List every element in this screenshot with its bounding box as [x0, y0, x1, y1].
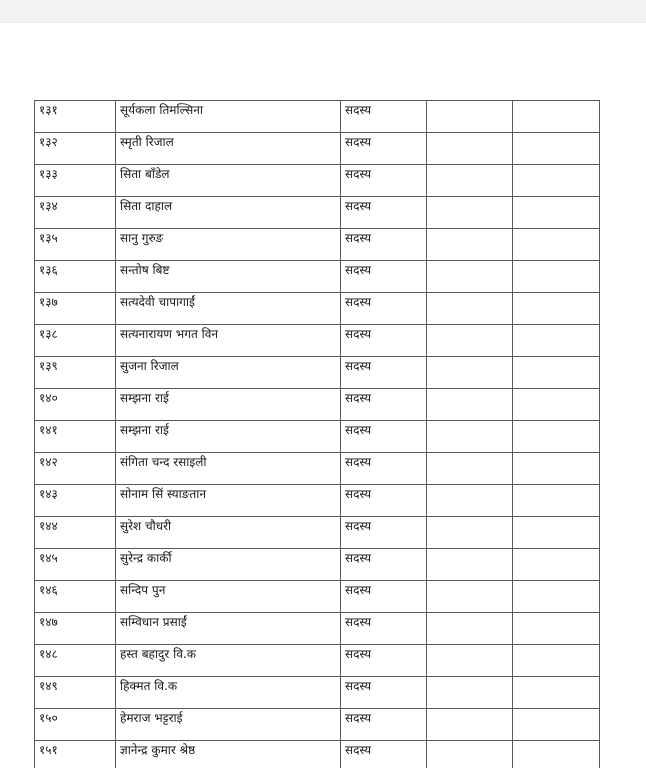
table-row [35, 133, 600, 165]
member-role-cell: सदस्य [341, 421, 427, 453]
empty-cell-1 [427, 421, 513, 453]
member-role-cell: सदस्य [341, 517, 427, 549]
member-name-cell: सम्झना राई [116, 421, 341, 453]
serial-number-cell: १४९ [35, 677, 116, 709]
member-name-cell: संगिता चन्द रसाइली [116, 453, 341, 485]
member-name-cell: सुजना रिजाल [116, 357, 341, 389]
member-name-cell: हस्त बहादुर वि.क [116, 645, 341, 677]
member-name-cell: सूर्यकला तिमल्सिना [116, 101, 341, 133]
empty-cell-1 [427, 357, 513, 389]
member-role-cell: सदस्य [341, 133, 427, 165]
empty-cell-2 [513, 389, 600, 421]
table-row [35, 357, 600, 389]
table-row [35, 197, 600, 229]
table-row [35, 517, 600, 549]
empty-cell-1 [427, 453, 513, 485]
empty-cell-2 [513, 165, 600, 197]
serial-number-cell: १४२ [35, 453, 116, 485]
empty-cell-1 [427, 133, 513, 165]
serial-number-cell: १३१ [35, 101, 116, 133]
empty-cell-1 [427, 165, 513, 197]
table-row [35, 101, 600, 133]
member-role-cell: सदस्य [341, 549, 427, 581]
serial-number-cell: १४७ [35, 613, 116, 645]
member-role-cell: सदस्य [341, 389, 427, 421]
serial-number-cell: १३६ [35, 261, 116, 293]
member-table-body [35, 101, 600, 768]
serial-number-cell: १४१ [35, 421, 116, 453]
table-row [35, 261, 600, 293]
member-name-cell: सम्विधान प्रसाईं [116, 613, 341, 645]
table-row [35, 709, 600, 741]
member-role-cell: सदस्य [341, 485, 427, 517]
serial-number-cell: १४० [35, 389, 116, 421]
empty-cell-2 [513, 741, 600, 768]
empty-cell-2 [513, 645, 600, 677]
table-row [35, 389, 600, 421]
member-name-cell: सिता दाहाल [116, 197, 341, 229]
member-role-cell: सदस्य [341, 325, 427, 357]
member-role-cell: सदस्य [341, 197, 427, 229]
empty-cell-2 [513, 549, 600, 581]
empty-cell-1 [427, 549, 513, 581]
empty-cell-1 [427, 293, 513, 325]
table-row [35, 453, 600, 485]
member-name-cell: सत्यदेवी चापागाईं [116, 293, 341, 325]
member-role-cell: सदस्य [341, 645, 427, 677]
empty-cell-1 [427, 261, 513, 293]
member-name-cell: सोनाम सिं स्याङतान [116, 485, 341, 517]
serial-number-cell: १३७ [35, 293, 116, 325]
table-row [35, 293, 600, 325]
member-name-cell: स्मृती रिजाल [116, 133, 341, 165]
table-row [35, 229, 600, 261]
empty-cell-2 [513, 613, 600, 645]
member-name-cell: सुरेश चौधरी [116, 517, 341, 549]
table-row [35, 325, 600, 357]
serial-number-cell: १५० [35, 709, 116, 741]
empty-cell-2 [513, 453, 600, 485]
serial-number-cell: १४५ [35, 549, 116, 581]
empty-cell-2 [513, 133, 600, 165]
empty-cell-1 [427, 709, 513, 741]
member-table [34, 100, 600, 768]
member-role-cell: सदस्य [341, 453, 427, 485]
empty-cell-2 [513, 229, 600, 261]
empty-cell-1 [427, 325, 513, 357]
empty-cell-2 [513, 485, 600, 517]
serial-number-cell: १५१ [35, 741, 116, 768]
member-role-cell: सदस्य [341, 613, 427, 645]
member-role-cell: सदस्य [341, 229, 427, 261]
empty-cell-1 [427, 197, 513, 229]
empty-cell-2 [513, 261, 600, 293]
member-name-cell: सत्यनारायण भगत विन [116, 325, 341, 357]
table-row [35, 421, 600, 453]
empty-cell-1 [427, 613, 513, 645]
serial-number-cell: १४३ [35, 485, 116, 517]
table-row [35, 549, 600, 581]
member-name-cell: ज्ञानेन्द्र कुमार श्रेष्ठ [116, 741, 341, 768]
empty-cell-2 [513, 517, 600, 549]
serial-number-cell: १४६ [35, 581, 116, 613]
table-row [35, 677, 600, 709]
empty-cell-2 [513, 101, 600, 133]
empty-cell-2 [513, 197, 600, 229]
member-role-cell: सदस्य [341, 293, 427, 325]
empty-cell-2 [513, 293, 600, 325]
member-role-cell: सदस्य [341, 709, 427, 741]
empty-cell-2 [513, 357, 600, 389]
empty-cell-1 [427, 517, 513, 549]
member-name-cell: सानु गुरुङ [116, 229, 341, 261]
empty-cell-2 [513, 709, 600, 741]
member-name-cell: सन्दिप पुन [116, 581, 341, 613]
member-name-cell: सुरेन्द्र कार्की [116, 549, 341, 581]
empty-cell-1 [427, 389, 513, 421]
table-row [35, 485, 600, 517]
empty-cell-1 [427, 677, 513, 709]
member-role-cell: सदस्य [341, 741, 427, 768]
member-name-cell: सिता बाँडेल [116, 165, 341, 197]
table-row [35, 645, 600, 677]
table-row [35, 613, 600, 645]
empty-cell-2 [513, 677, 600, 709]
empty-cell-1 [427, 101, 513, 133]
table-row [35, 165, 600, 197]
member-name-cell: सन्तोष बिष्ट [116, 261, 341, 293]
empty-cell-2 [513, 421, 600, 453]
viewer-top-strip [0, 0, 646, 23]
member-name-cell: हेमराज भट्टराई [116, 709, 341, 741]
serial-number-cell: १३८ [35, 325, 116, 357]
empty-cell-1 [427, 229, 513, 261]
serial-number-cell: १३३ [35, 165, 116, 197]
member-role-cell: सदस्य [341, 101, 427, 133]
table-row [35, 581, 600, 613]
member-role-cell: सदस्य [341, 357, 427, 389]
empty-cell-1 [427, 645, 513, 677]
member-name-cell: सम्झना राई [116, 389, 341, 421]
member-role-cell: सदस्य [341, 261, 427, 293]
empty-cell-1 [427, 741, 513, 768]
serial-number-cell: १३२ [35, 133, 116, 165]
empty-cell-1 [427, 581, 513, 613]
member-role-cell: सदस्य [341, 581, 427, 613]
serial-number-cell: १४८ [35, 645, 116, 677]
serial-number-cell: १३५ [35, 229, 116, 261]
empty-cell-2 [513, 581, 600, 613]
member-role-cell: सदस्य [341, 165, 427, 197]
table-row [35, 741, 600, 768]
empty-cell-2 [513, 325, 600, 357]
member-name-cell: हिक्मत वि.क [116, 677, 341, 709]
empty-cell-1 [427, 485, 513, 517]
member-role-cell: सदस्य [341, 677, 427, 709]
serial-number-cell: १३४ [35, 197, 116, 229]
serial-number-cell: १४४ [35, 517, 116, 549]
serial-number-cell: १३९ [35, 357, 116, 389]
